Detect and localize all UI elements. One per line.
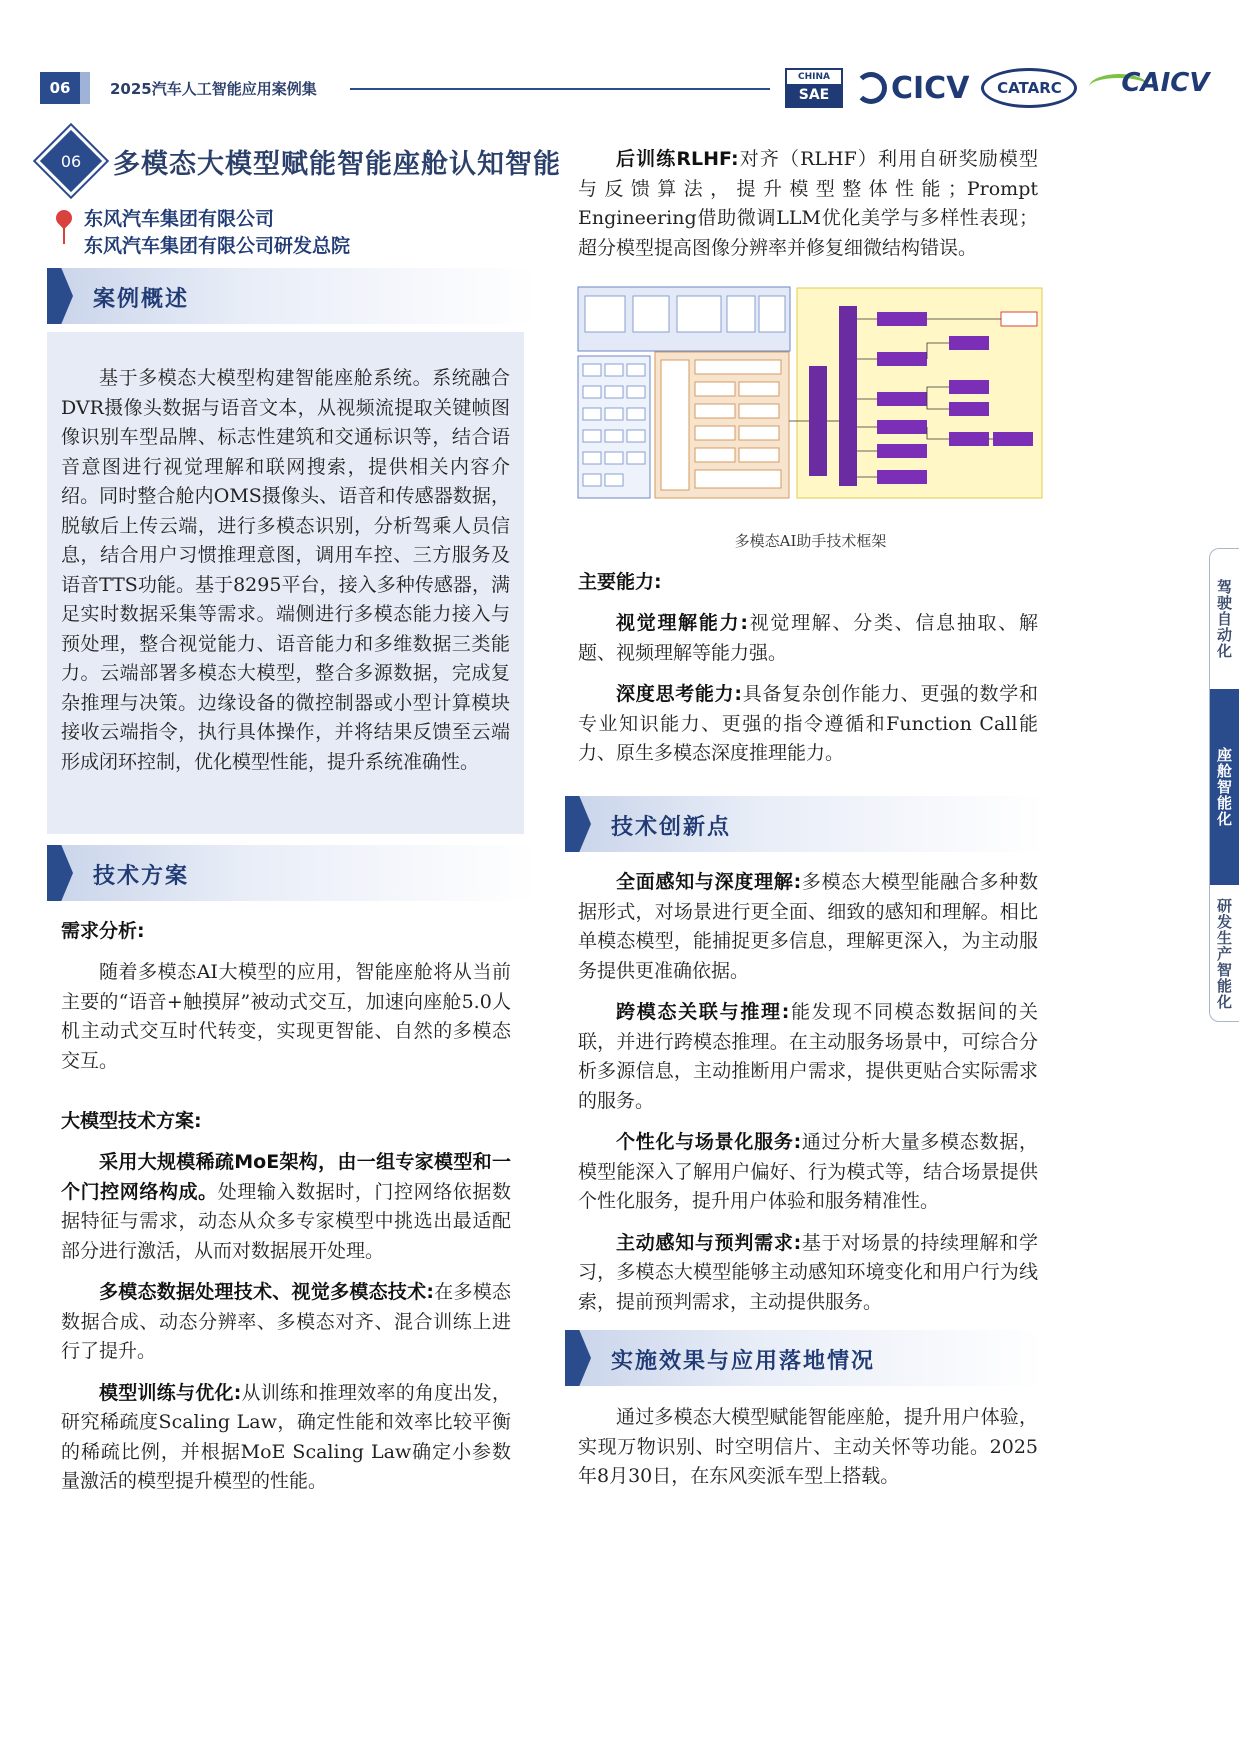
capability-title: 主要能力: (578, 571, 662, 593)
caicv-logo: CAICV (1089, 66, 1209, 110)
llm-title: 大模型技术方案: (61, 1110, 202, 1132)
demand-title: 需求分析: (61, 920, 145, 942)
deep-thinking-capability: 深度思考能力:具备复杂创作能力、更强的数学和专业知识能力、更强的指令遵循和Function Call能力、原生多模态深度推理能力。 (578, 683, 1038, 764)
training-paragraph: 模型训练与优化:从训练和推理效率的角度出发，研究稀疏度Scaling Law，确定性能和效率比较平衡的稀疏比例，并根据MoE Scaling Law确定小参数量激活的模型提升模型的性能。 (61, 1381, 511, 1492)
tab-rd-production-intelligence[interactable]: 研发生产智能化 (1215, 897, 1233, 1010)
figure-caption: 多模态AI助手技术框架 (734, 532, 887, 550)
innovation-point-3: 个性化与场景化服务:通过分析大量多模态数据，模型能深入了解用户偏好、行为模式等，结合场景提供个性化服务，提升用户体验和服务精准性。 (578, 1131, 1038, 1212)
location-pin-tail (63, 226, 65, 244)
innovation-block (578, 868, 1038, 1317)
case-number: 06 (60, 151, 82, 171)
rlhf-paragraph: 后训练RLHF:对齐（RLHF）利用自研奖励模型与反馈算法，提升模型整体性能；Prompt Engineering借助微调LLM优化美学与多样性表现；超分模型提高图像分辨率并修复细微结构错误。 (578, 148, 1038, 259)
tab-cockpit-intelligence[interactable]: 座舱智能化 (1210, 689, 1239, 885)
tech-framework-diagram (577, 286, 1044, 500)
header-divider (350, 88, 770, 90)
case-title: 多模态大模型赋能智能座舱认知智能 (113, 149, 561, 180)
section-tech-heading: 技术方案 (47, 845, 537, 901)
page-number: 06 (40, 72, 80, 104)
organization-name: 东风汽车集团有限公司 (84, 208, 275, 230)
cicv-logo: CICV (855, 71, 969, 106)
capability-block (578, 567, 1038, 769)
multimodal-paragraph: 多模态数据处理技术、视觉多模态技术:在多模态数据合成、动态分辨率、多模态对齐、混合训练上进行了提升。 (61, 1281, 511, 1362)
side-tabs (1209, 548, 1239, 1022)
catarc-logo: CATARC (981, 68, 1077, 108)
overview-text: 基于多模态大模型构建智能座舱系统。系统融合DVR摄像头数据与语音文本，从视频流提取关键帧图像识别车型品牌、标志性建筑和交通标识等，结合语音意图进行视觉理解和联网搜索，提供相关内容介绍。同时整合舱内OMS摄像头、语音和传感器数据，脱敏后上传云端，进行多模态识别，分析驾乘人员信息，结合用户习惯推理意图，调用车控、三方服务及语音TTS功能。基于8295平台，接入多种传感器，满足实时数据采集等需求。端侧进行多模态能力接入与预处理，整合视觉能力、语音能力和多维数据三类能力。云端部署多模态大模型，整合多源数据，完成复杂推理与决策。边缘设备的微控制器或小型计算模块接收云端指令，执行具体操作，并将结果反馈至云端形成闭环控制，优化模型性能，提升系统准确性。 (61, 367, 510, 773)
china-sae-logo: CHINA SAE (785, 68, 843, 108)
section-effect-heading: 实施效果与应用落地情况 (565, 1330, 1045, 1386)
department-name: 东风汽车集团有限公司研发总院 (84, 235, 351, 257)
section-overview-heading: 案例概述 (47, 268, 537, 324)
rlhf-block (578, 145, 1038, 263)
overview-box (47, 332, 524, 834)
visual-capability: 视觉理解能力:视觉理解、分类、信息抽取、解题、视频理解等能力强。 (578, 612, 1038, 664)
tech-column-left (61, 916, 511, 1497)
effect-text: 通过多模态大模型赋能智能座舱，提升用户体验，实现万物识别、时空明信片、主动关怀等功能。2025年8月30日，在东风奕派车型上搭载。 (578, 1406, 1038, 1487)
innovation-point-4: 主动感知与预判需求:基于对场景的持续理解和学习，多模态大模型能够主动感知环境变化和用户行为线索，提前预判需求，主动提供服务。 (578, 1231, 1038, 1313)
innovation-point-2: 跨模态关联与推理:能发现不同模态数据间的关联，并进行跨模态推理。在主动服务场景中，可综合分析多源信息，主动推断用户需求，提供更贴合实际需求的服务。 (578, 1001, 1038, 1112)
partner-logos (785, 66, 1209, 110)
section-innovation-heading: 技术创新点 (565, 796, 1045, 852)
effect-block (578, 1403, 1038, 1492)
innovation-point-1: 全面感知与深度理解:多模态大模型能融合多种数据形式，对场景进行更全面、细致的感知和理解。相比单模态模型，能捕捉更多信息，理解更深入，为主动服务提供更准确依据。 (578, 871, 1038, 982)
book-title: 2025汽车人工智能应用案例集 (110, 80, 317, 98)
demand-text: 随着多模态AI大模型的应用，智能座舱将从当前主要的“语音+触摸屏”被动式交互，加速向座舱5.0人机主动式交互时代转变，实现更智能、自然的多模态交互。 (61, 961, 511, 1072)
moe-paragraph: 采用大规模稀疏MoE架构，由一组专家模型和一个门控网络构成。处理输入数据时，门控网络依据数据特征与需求，动态从众多专家模型中挑选出最适配部分进行激活，从而对数据展开处理。 (61, 1151, 511, 1262)
tab-autonomous-driving[interactable]: 驾驶自动化 (1215, 579, 1233, 659)
